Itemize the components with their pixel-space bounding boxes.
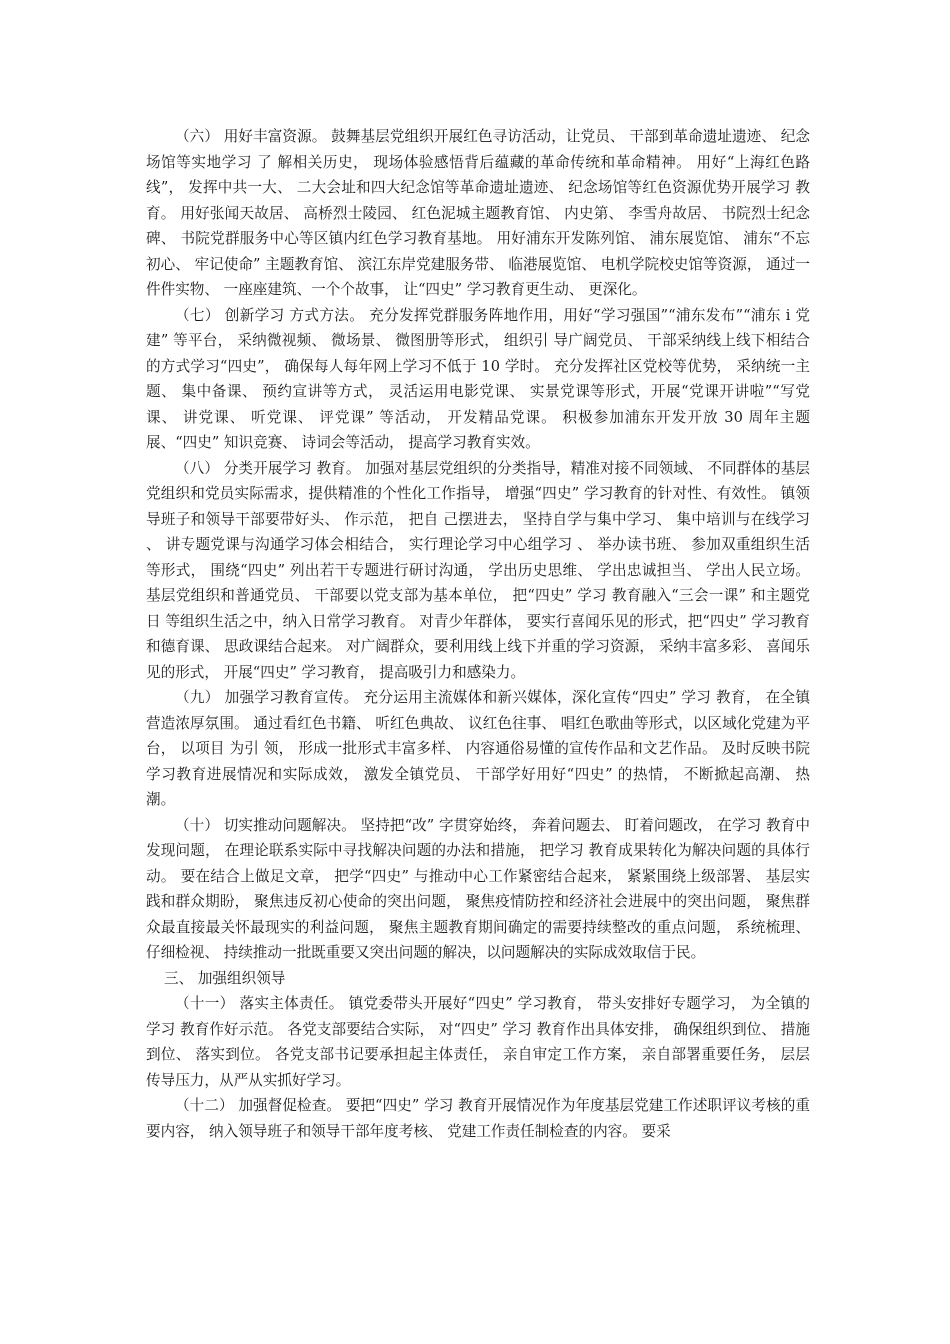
paragraph-12: （十二） 加强督促检查。 要把“四史” 学习 教育开展情况作为年度基层党建工作述职评议考核的重要内容， 纳入领导班子和领导干部年度考核、 党建工作责任制检查的内容。 要采 (146, 1097, 810, 1140)
document-body (146, 124, 810, 1144)
paragraph-7: （七） 创新学习 方式方法。 充分发挥党群服务阵地作用，用好“学习强国”“浦东发布”“浦东 i 党建” 等平台， 采纳微视频、 微场景、 微图册等形式， 组织引 导广阔党员、 干部采纳线上线下相结合的方式学习“四史”， 确保每人每年网上学习不低于 10 学时。 充分发挥社区党校等优势， 采纳统一主题、 集中备课、 预约宣讲等方式， 灵活运用电影党课、 实景党课等形式，开展“党课开讲啦”“写党课、 讲党课、 听党课、 评党课” 等活动， 开发精品党课。 积极参加浦东开发开放 30 周年主题展、“四史” 知识竞赛、 诗词会等活动， 提高学习教育实效。 (146, 306, 810, 451)
paragraph-6: （六） 用好丰富资源。 鼓舞基层党组织开展红色寻访活动，让党员、 干部到革命遗址遗迹、 纪念场馆等实地学习 了 解相关历史， 现场体验感悟背后蕴藏的革命传统和革命精神。 用好“上海红色路线”， 发挥中共一大、 二大会址和四大纪念馆等革命遗址遗迹、 纪念场馆等红色资源优势开展学习 教育。 用好张闻天故居、 高桥烈士陵园、 红色泥城主题教育馆、 内史第、 李雪舟故居、 书院烈士纪念碑、 书院党群服务中心等区镇内红色学习教育基地。 用好浦东开发陈列馆、 浦东展览馆、 浦东“不忘初心、 牢记使命” 主题教育馆、 滨江东岸党建服务带、 临港展览馆、 电机学院校史馆等资源， 通过一件件实物、 一座座建筑、一个个故事， 让“四史” 学习教育更生动、 更深化。 (146, 128, 810, 298)
section-heading: 三、 加强组织领导 (164, 969, 286, 987)
paragraph-8: （八） 分类开展学习 教育。 加强对基层党组织的分类指导，精准对接不同领域、 不同群体的基层党组织和党员实际需求，提供精准的个性化工作指导， 增强“四史” 学习教育的针对性、有效性。 镇领导班子和领导干部要带好头、 作示范， 把自 己摆进去， 坚持自学与集中学习、 集中培训与在线学习 、 讲专题党课与沟通学习体会相结合， 实行理论学习中心组学习 、 举办读书班、 参加双重组织生活等形式， 围绕“四史” 列出若干专题进行研讨沟通， 学出历史思维、 学出忠诚担当、 学出人民立场。基层党组织和普通党员、 干部要以党支部为基本单位， 把“四史” 学习 教育融入“三会一课” 和主题党日 等组织生活之中，纳入日常学习教育。 对青少年群体， 要实行喜闻乐见的形式，把“四史” 学习教育和德育课、 思政课结合起来。 对广阔群众，要利用线上线下并重的学习资源， 采纳丰富多彩、 喜闻乐见的形式， 开展“四史” 学习教育， 提高吸引力和感染力。 (146, 459, 810, 681)
paragraph-10: （十） 切实推动问题解决。 坚持把“改” 字贯穿始终， 奔着问题去、 盯着问题改， 在学习 教育中发现问题， 在理论联系实际中寻找解决问题的办法和措施， 把学习 教育成果转化为解决问题的具体行动。 要在结合上做足文章， 把学“四史” 与推动中心工作紧密结合起来， 紧紧围绕上级部署、 基层实践和群众期盼， 聚焦违反初心使命的突出问题， 聚焦疫情防控和经济社会进展中的突出问题， 聚焦群众最直接最关怀最现实的利益问题， 聚焦主题教育期间确定的需要持续整改的重点问题， 系统梳理、 仔细检视、 持续推动一批既重要又突出问题的解决，以问题解决的实际成效取信于民。 (146, 816, 810, 961)
paragraph-9: （九） 加强学习教育宣传。 充分运用主流媒体和新兴媒体，深化宣传“四史” 学习 教育， 在全镇营造浓厚氛围。 通过看红色书籍、 听红色典故、 议红色往事、 唱红色歌曲等形式，以区域化党建为平台， 以项目 为引 领， 形成一批形式丰富多样、 内容通俗易懂的宣传作品和文艺作品。 及时反映书院学习教育进展情况和实际成效， 激发全镇党员、 干部学好用好“四史” 的热情， 不断掀起高潮、 热潮。 (146, 689, 810, 808)
paragraph-11: （十一） 落实主体责任。 镇党委带头开展好“四史” 学习教育， 带头安排好专题学习， 为全镇的学习 教育作好示范。 各党支部要结合实际， 对“四史” 学习 教育作出具体安排， 确保组织到位、 措施到位、 落实到位。 各党支部书记要承担起主体责任， 亲自审定工作方案， 亲自部署重要任务， 层层传导压力，从严从实抓好学习。 (146, 995, 810, 1089)
